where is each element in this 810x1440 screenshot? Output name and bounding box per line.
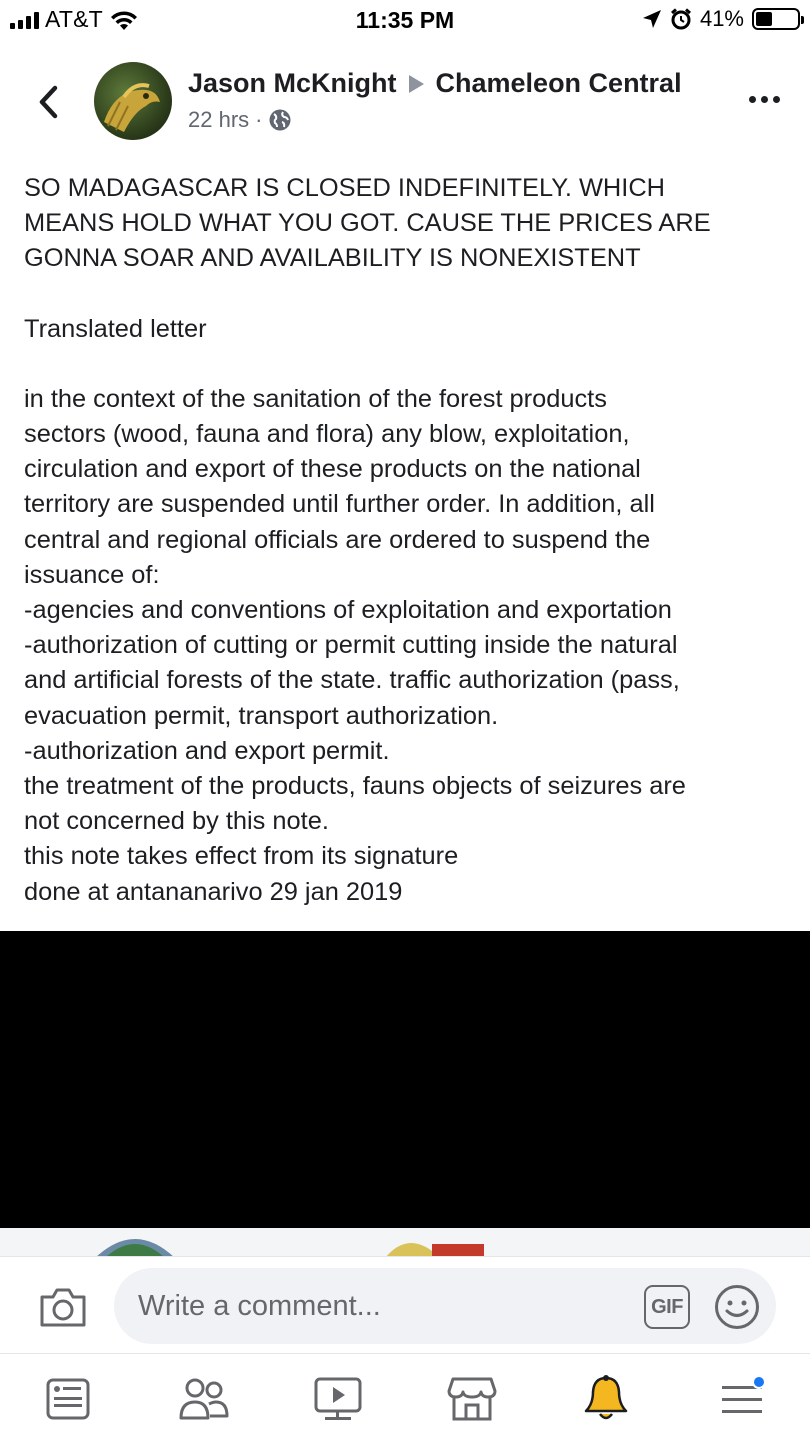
watch-icon [313, 1375, 363, 1423]
camera-button[interactable] [38, 1285, 88, 1329]
meta-separator: · [255, 107, 263, 132]
smiley-icon [714, 1284, 760, 1330]
more-dots-icon [749, 96, 756, 103]
group-name[interactable]: Chameleon Central [435, 68, 682, 98]
nav-notifications[interactable] [580, 1373, 632, 1425]
nav-news-feed[interactable] [42, 1373, 94, 1425]
battery-icon [752, 8, 800, 30]
avatar[interactable] [94, 62, 172, 140]
post-body [24, 171, 794, 910]
triangle-right-icon [409, 75, 424, 93]
nav-menu[interactable] [716, 1373, 768, 1425]
emoji-button[interactable] [714, 1284, 760, 1330]
news-feed-icon [45, 1377, 91, 1421]
attached-image-peek[interactable] [0, 1228, 810, 1258]
carrier-label: AT&T [45, 6, 103, 32]
chevron-left-icon [36, 84, 60, 120]
friends-icon [178, 1376, 230, 1422]
nav-marketplace[interactable] [446, 1373, 498, 1425]
post-paragraph-letter: in the context of the sanitation of the forest products sectors (wood, fauna and flora) any blow, exploitation, circulation and export of these products on the national territory are suspended until further order. In addition, all central and regional officials are ordered to suspend the issuance of: -agencies and conventions of exploitation and exportation -authorization of cutting or permit cutting inside the natural and artificial forests of the state. traffic authorization (pass, evacuation permit, transport authorization. -authorization and export permit. the treatment of the products, fauns objects of seizures are not concerned by this note. this note takes effect from its signature done at antananarivo 29 jan 2019 [24, 384, 686, 906]
battery-fill [756, 12, 772, 26]
globe-icon [268, 108, 292, 132]
marketplace-icon [447, 1375, 497, 1423]
post-paragraph-subheading: Translated letter [24, 314, 207, 343]
post-meta [188, 107, 682, 133]
location-arrow-icon [642, 9, 662, 29]
status-right-group [642, 6, 800, 32]
status-bar [0, 0, 810, 42]
back-button[interactable] [28, 80, 68, 124]
battery-percent: 41% [699, 6, 744, 31]
nav-watch[interactable] [312, 1373, 364, 1425]
author-name[interactable]: Jason McKnight [188, 68, 397, 98]
nav-friends[interactable] [178, 1373, 230, 1425]
alarm-icon [670, 8, 692, 30]
camera-icon [38, 1285, 88, 1329]
gif-button[interactable]: GIF [644, 1285, 690, 1329]
post-time[interactable]: 22 hrs [188, 107, 250, 132]
notifications-bell-icon [582, 1374, 630, 1424]
comment-placeholder: Write a comment... [138, 1289, 381, 1322]
post-names [188, 68, 682, 99]
post-header [188, 68, 682, 133]
more-options-button[interactable] [749, 96, 780, 103]
status-time: 11:35 PM [355, 7, 455, 33]
bottom-navigation [0, 1355, 810, 1440]
menu-badge-dot [752, 1375, 766, 1389]
post-paragraph-headline: SO MADAGASCAR IS CLOSED INDEFINITELY. WHICH MEANS HOLD WHAT YOU GOT. CAUSE THE PRICES ARE GONNA SOAR AND AVAILABILITY IS NONEXISTENT [24, 174, 711, 273]
post-media[interactable] [0, 931, 810, 1228]
comment-bar [0, 1256, 810, 1354]
